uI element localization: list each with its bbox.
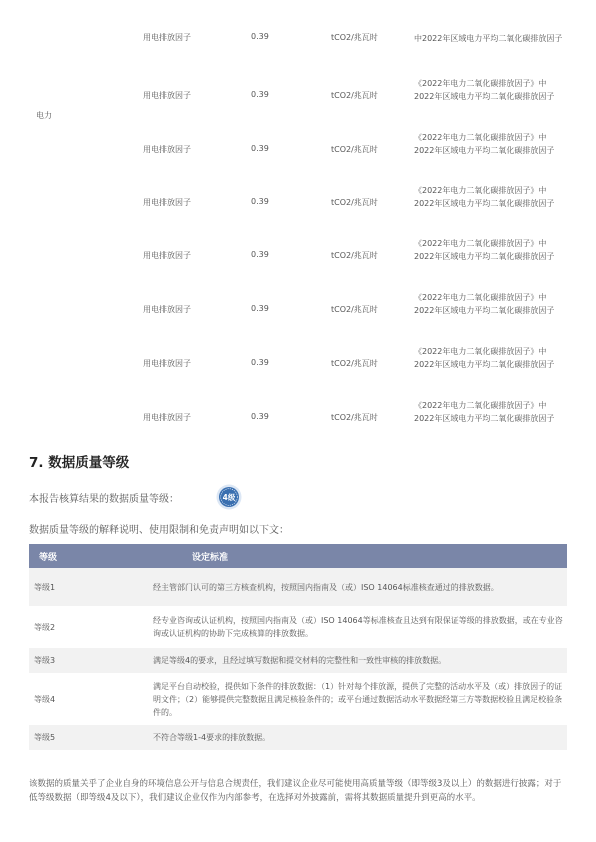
level-cell: 等级2 (29, 606, 148, 648)
factor-name: 用电排放因子 (143, 145, 191, 154)
level-cell: 等级5 (29, 725, 148, 750)
factor-row (0, 394, 596, 448)
table-row (29, 568, 567, 606)
factor-unit: tCO2/兆瓦时 (331, 33, 378, 42)
criteria-cell: 满足平台自动校验，提供如下条件的排放数据：（1）针对每个排放源，提供了完整的活动水平及（或）排放因子的证明文件；（2）能够提供完整数据且满足核验条件的；或平台通过数据活动水平数据经第三方等数据校验且满足校验条件的。 (148, 673, 567, 725)
factor-row (0, 340, 596, 394)
badge-text: 4级 (222, 492, 236, 502)
factor-row (0, 72, 596, 126)
factor-row (0, 232, 596, 286)
table-row (29, 648, 567, 673)
quality-intro-text: 数据质量等级的解释说明、使用限制和免责声明如以下文： (29, 525, 289, 536)
factor-name: 用电排放因子 (143, 305, 191, 314)
factor-name: 用电排放因子 (143, 91, 191, 100)
factor-source: 《2022年电力二氧化碳排放因子》中2022年区域电力平均二氧化碳排放因子 (414, 186, 555, 208)
factor-source: 中2022年区域电力平均二氧化碳排放因子 (414, 34, 563, 43)
factor-name: 用电排放因子 (143, 198, 191, 207)
factor-value: 0.39 (251, 197, 269, 206)
criteria-cell: 满足等级4的要求，且经过填写数据和提交材料的完整性和一致性审核的排放数据。 (148, 648, 567, 673)
header-criteria: 设定标准 (148, 544, 567, 568)
table-row (29, 673, 567, 725)
level-cell: 等级3 (29, 648, 148, 673)
header-level: 等级 (29, 544, 148, 568)
factor-unit: tCO2/兆瓦时 (331, 91, 378, 100)
factor-row (0, 179, 596, 233)
factor-unit: tCO2/兆瓦时 (331, 251, 378, 260)
factor-source: 《2022年电力二氧化碳排放因子》中2022年区域电力平均二氧化碳排放因子 (414, 293, 555, 315)
factor-name: 用电排放因子 (143, 33, 191, 42)
factor-source: 《2022年电力二氧化碳排放因子》中2022年区域电力平均二氧化碳排放因子 (414, 347, 555, 369)
criteria-cell: 不符合等级1-4要求的排放数据。 (148, 725, 567, 750)
level-cell: 等级4 (29, 673, 148, 725)
quality-level-table (29, 544, 567, 750)
factor-value: 0.39 (251, 304, 269, 313)
factor-name: 用电排放因子 (143, 359, 191, 368)
factor-source: 《2022年电力二氧化碳排放因子》中2022年区域电力平均二氧化碳排放因子 (414, 401, 555, 423)
factor-source: 《2022年电力二氧化碳排放因子》中2022年区域电力平均二氧化碳排放因子 (414, 239, 555, 261)
factor-value: 0.39 (251, 90, 269, 99)
factor-unit: tCO2/兆瓦时 (331, 305, 378, 314)
factor-category: 电力 (36, 111, 52, 120)
factor-source: 《2022年电力二氧化碳排放因子》中2022年区域电力平均二氧化碳排放因子 (414, 79, 555, 101)
level-cell: 等级1 (29, 568, 148, 606)
factor-row (0, 286, 596, 340)
section-title: 7. 数据质量等级 (29, 455, 130, 471)
factor-name: 用电排放因子 (143, 251, 191, 260)
table-row (29, 725, 567, 750)
factor-unit: tCO2/兆瓦时 (331, 413, 378, 422)
factor-value: 0.39 (251, 358, 269, 367)
factor-value: 0.39 (251, 250, 269, 259)
quality-result-text: 本报告核算结果的数据质量等级： (29, 494, 179, 505)
table-header-row (29, 544, 567, 568)
criteria-cell: 经专业咨询或认证机构，按照国内指南及（或）ISO 14064等标准核查且达到有限保证等级的排放数据，或在专业咨询或认证机构的协助下完成核算的排放数据。 (148, 606, 567, 648)
factor-unit: tCO2/兆瓦时 (331, 145, 378, 154)
factor-value: 0.39 (251, 412, 269, 421)
criteria-cell: 经主管部门认可的第三方核查机构，按照国内指南及（或）ISO 14064标准核查通过的排放数据。 (148, 568, 567, 606)
quality-level-badge (216, 484, 242, 510)
factor-value: 0.39 (251, 144, 269, 153)
table-row (29, 606, 567, 648)
factor-unit: tCO2/兆瓦时 (331, 198, 378, 207)
factor-value: 0.39 (251, 32, 269, 41)
disclaimer-note: 该数据的质量关乎了企业自身的环境信息公开与信息合规责任，我们建议企业尽可能使用高质量等级（即等级3及以上）的数据进行披露；对于低等级数据（即等级4及以下），我们建议企业仅作为内部参考，在选择对外披露前，需将其数据质量提升到更高的水平。 (29, 779, 562, 803)
factor-source: 《2022年电力二氧化碳排放因子》中2022年区域电力平均二氧化碳排放因子 (414, 133, 555, 155)
factor-unit: tCO2/兆瓦时 (331, 359, 378, 368)
factor-row (0, 126, 596, 180)
factor-name: 用电排放因子 (143, 413, 191, 422)
